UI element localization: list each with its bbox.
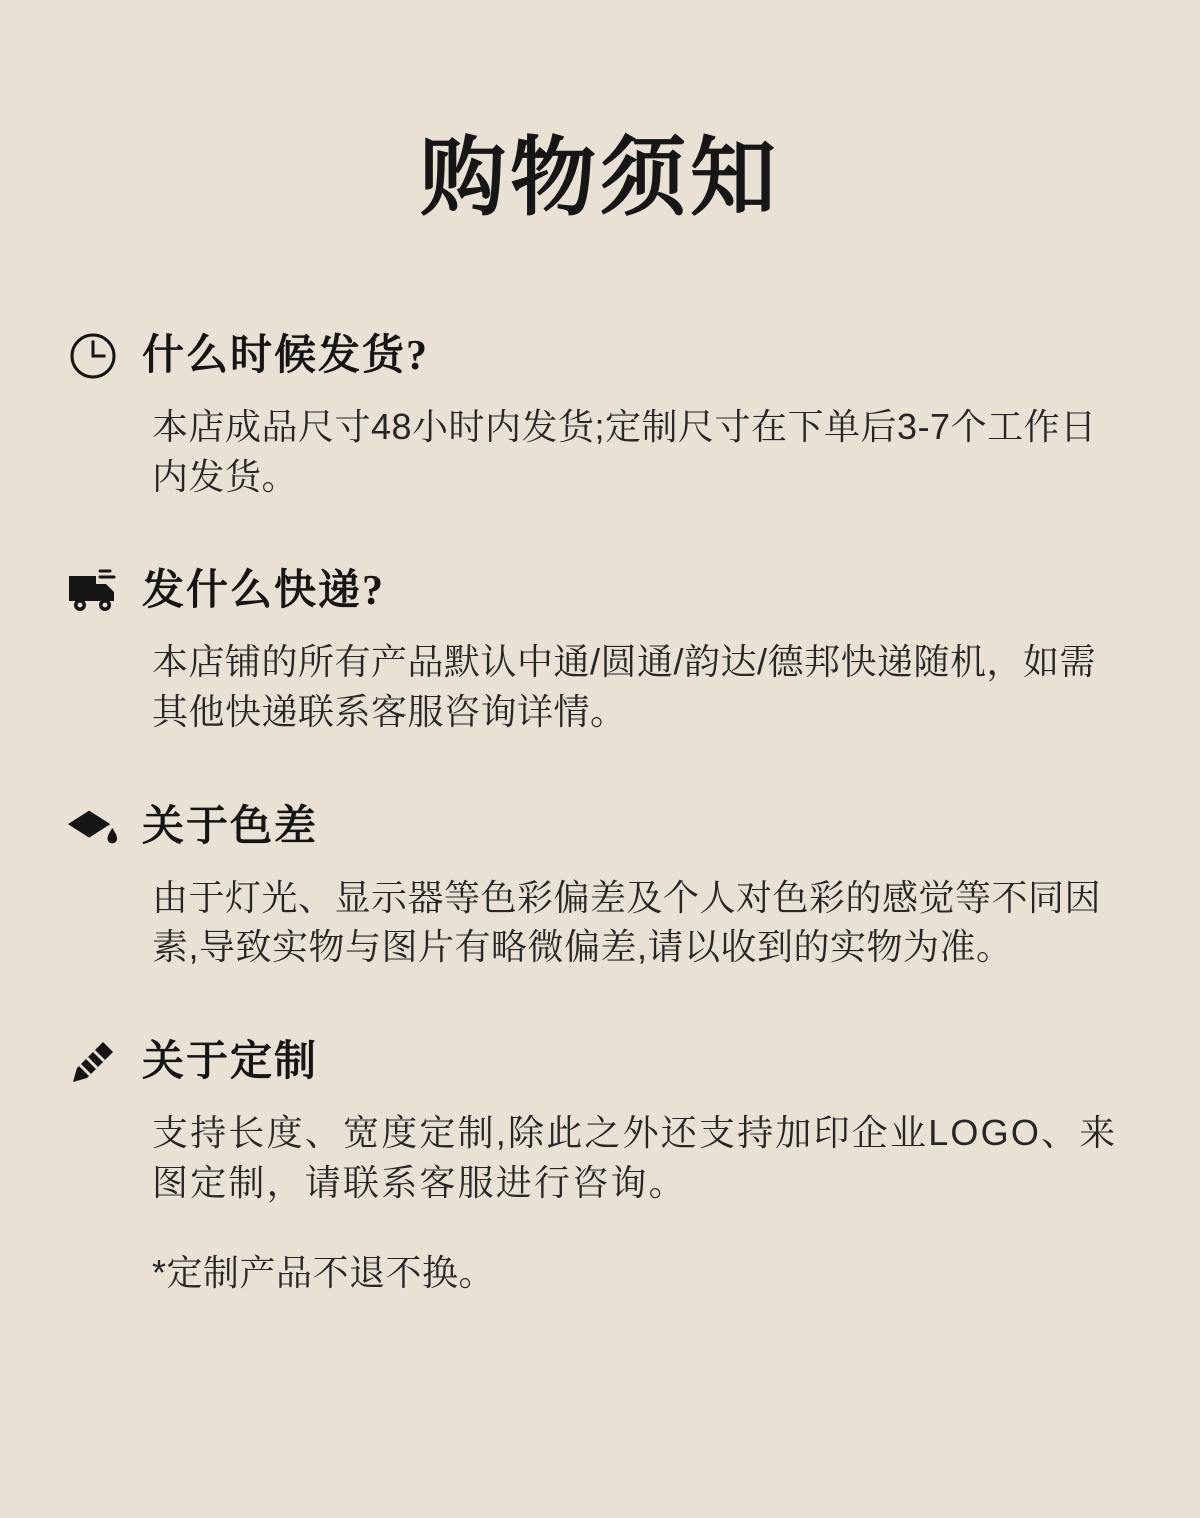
section-body: 由于灯光、显示器等色彩偏差及个人对色彩的感觉等不同因素,导致实物与图片有略微偏差,请以收到的实物为准。 [152,876,1102,968]
section-body: 本店成品尺寸48小时内发货;定制尺寸在下单后3-7个工作日内发货。 [152,406,1097,497]
section-body: 本店铺的所有产品默认中通/圆通/韵达/德邦快递随机，如需其他快递联系客服咨询详情。 [152,641,1097,733]
section-heading: 关于色差 [142,803,319,850]
notice-sections [0,328,1200,1296]
section-header [66,563,1130,619]
section-customization [66,1034,1130,1296]
section-header [66,328,1130,384]
pencil-icon [66,1035,120,1089]
section-header [66,799,1130,855]
clock-icon [66,329,120,383]
section-courier [66,563,1130,736]
section-color-difference [66,799,1130,972]
section-heading: 发什么快递? [142,568,386,615]
section-heading: 关于定制 [142,1039,319,1086]
paint-bucket-icon [66,800,120,854]
section-body: 支持长度、宽度定制,除此之外还支持加印企业LOGO、来图定制，请联系客服进行咨询。 [152,1112,1118,1203]
delivery-truck-icon [66,564,120,618]
section-shipping-time [66,328,1130,501]
section-header [66,1034,1130,1090]
section-note: *定制产品不退不换。 [152,1252,496,1294]
page-title: 购物须知 [420,130,780,226]
section-heading: 什么时候发货? [142,333,430,379]
